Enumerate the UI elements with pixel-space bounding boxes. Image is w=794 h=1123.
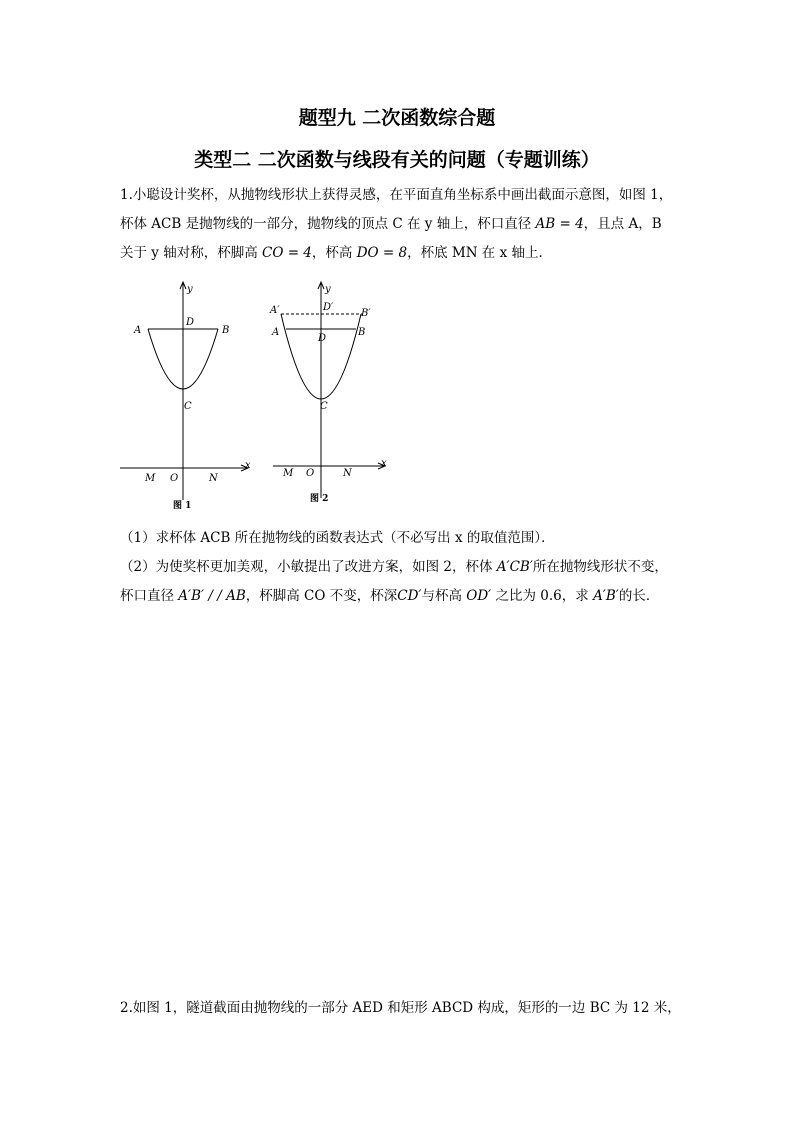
fig2-label-d-prime: D′	[323, 302, 334, 313]
problem-2-text	[120, 994, 680, 1023]
fig1-label-b: B	[222, 325, 230, 336]
section-title: 类型二 二次函数与线段有关的问题（专题训练）	[194, 149, 600, 171]
math-do: DO = 8	[356, 245, 408, 261]
fig2-label-a-prime: A′	[270, 305, 280, 316]
fig2-label-c: C	[320, 401, 328, 412]
fig2-label-o: O	[306, 468, 315, 479]
fig1-label-m: M	[145, 473, 156, 484]
math-acb-prime: A′CB′	[496, 559, 533, 575]
math-cd-prime: CD′	[397, 588, 422, 604]
fig1-caption: 图 1	[173, 501, 192, 511]
fig2-label-a: A	[272, 327, 280, 338]
fig1-label-y: y	[187, 284, 193, 295]
problem-1-text	[120, 181, 680, 268]
problem-1-line-1: 1.小聪设计奖杯，从抛物线形状上获得灵感，在平面直角坐标系中画出截面示意图，如图 1，	[120, 187, 673, 203]
fig2-label-b: B	[358, 327, 366, 338]
fig2-label-y: y	[325, 284, 331, 295]
fig2-label-x: x	[381, 458, 387, 469]
fig2-caption: 图 2	[310, 494, 329, 504]
question-1: （1）求杯体 ACB 所在抛物线的函数表达式（不必写出 x 的取值范围）．	[120, 530, 555, 546]
fig2-label-b-prime: B′	[361, 308, 371, 319]
problem-1-questions	[120, 524, 680, 611]
math-parallel: A′B′ / / AB	[178, 588, 246, 604]
math-od-prime: OD′	[466, 588, 492, 604]
page-title: 题型九 二次函数综合题	[298, 107, 496, 129]
math-co: CO = 4	[262, 245, 312, 261]
fig1-label-a: A	[134, 325, 142, 336]
math-ab: AB = 4	[535, 216, 584, 232]
fig2-label-n: N	[343, 468, 352, 479]
problem-2-line-1: 2.如图 1，隧道截面由抛物线的一部分 AED 和矩形 ABCD 构成，矩形的一边 BC 为 12 米，	[120, 1000, 681, 1016]
math-ab-prime: A′B′	[593, 588, 619, 604]
fig1-label-d: D	[186, 317, 195, 328]
question-2-line-1: （2）为使奖杯更加美观，小敏提出了改进方案，如图 2，杯体 A′CB′所在抛物线形状不变，	[120, 559, 668, 575]
fig1-label-o: O	[170, 473, 179, 484]
fig2-label-d: D	[318, 333, 327, 344]
fig2-label-m: M	[283, 468, 294, 479]
figure-2	[265, 278, 395, 516]
problem-1-line-3: 关于 y 轴对称，杯脚高 CO = 4，杯高 DO = 8，杯底 MN 在 x 轴上．	[120, 245, 552, 261]
problem-1-line-2: 杯体 ACB 是抛物线的一部分，抛物线的顶点 C 在 y 轴上，杯口直径 AB = 4，且点 A，B	[120, 216, 662, 232]
figure-1	[115, 278, 260, 516]
fig1-label-c: C	[184, 401, 192, 412]
question-2-line-2: 杯口直径 A′B′ / / AB，杯脚高 CO 不变，杯深CD′与杯高 OD′ 之比为 0.6，求 A′B′的长．	[120, 588, 660, 604]
fig1-label-n: N	[209, 473, 218, 484]
fig1-label-x: x	[245, 460, 251, 471]
